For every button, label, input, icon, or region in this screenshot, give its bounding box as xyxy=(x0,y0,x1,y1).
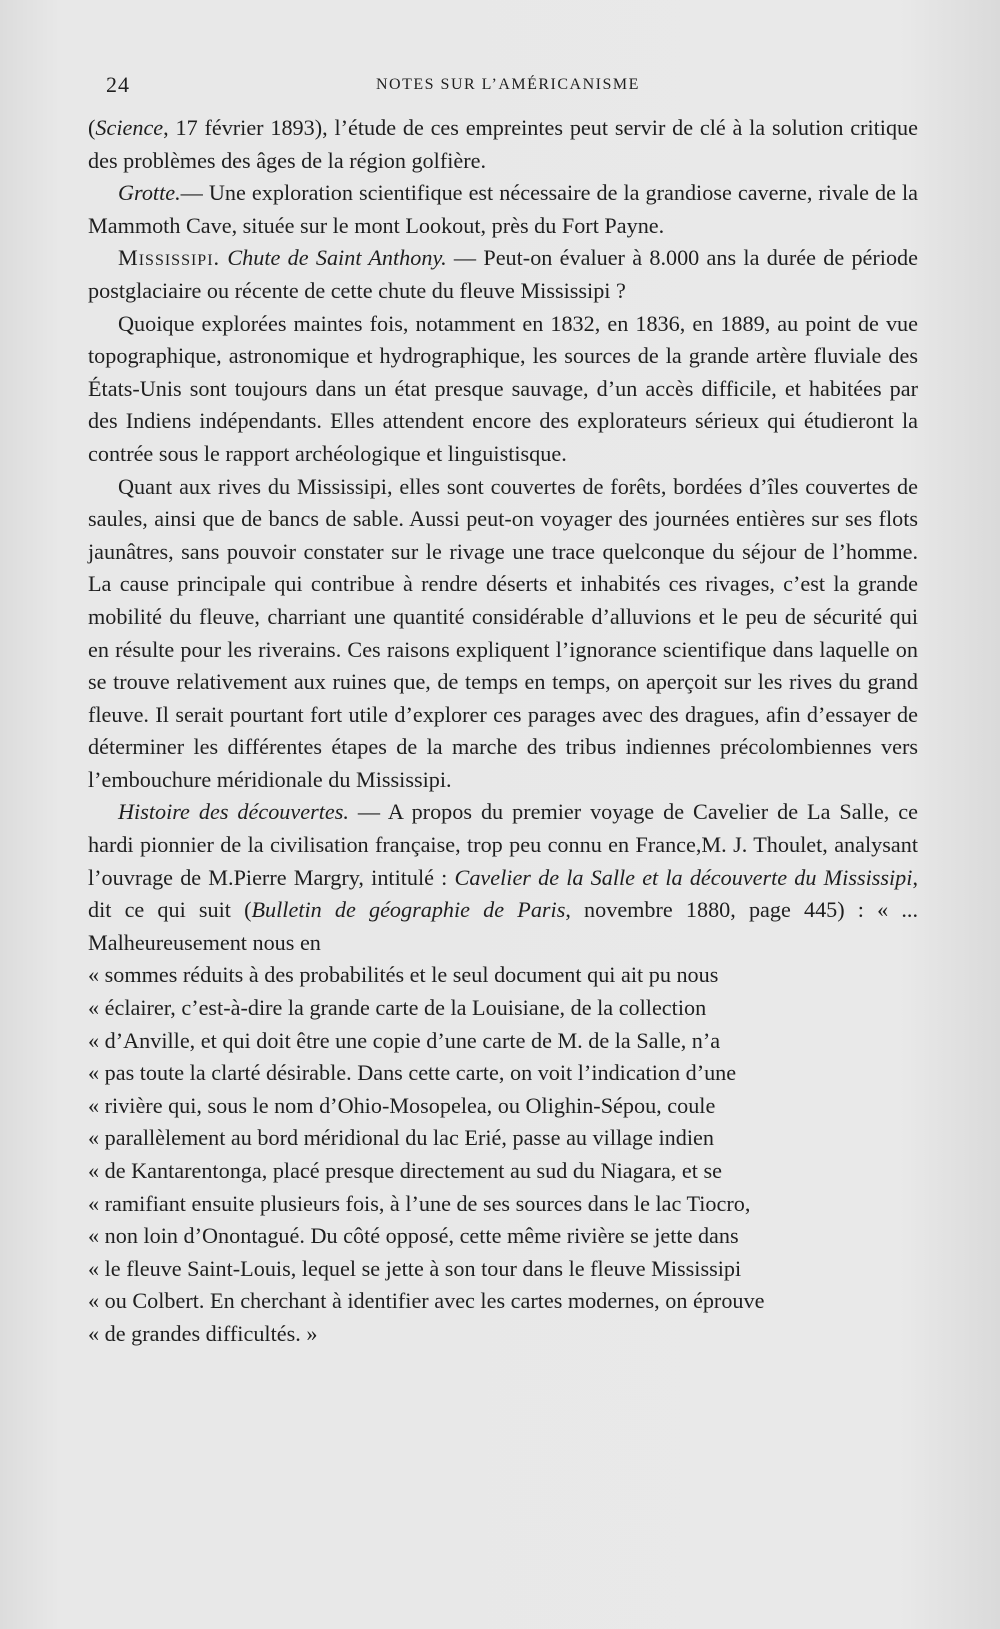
quote-line: « ramifiant ensuite plusieurs fois, à l’une de ses sources dans le lac Tiocro, xyxy=(88,1190,751,1216)
histoire-heading: Histoire des découvertes. xyxy=(118,799,349,825)
quote-line: « rivière qui, sous le nom d’Ohio-Mosopelea, ou Olighin-Sépou, coule xyxy=(88,1092,716,1118)
quote-line: « parallèlement au bord méridional du lac Erié, passe au village indien xyxy=(88,1125,714,1151)
quote-line: « de Kantarentonga, placé presque directement au sud du Niagara, et se xyxy=(88,1158,722,1183)
grotte-heading: Grotte. xyxy=(118,180,181,206)
paragraph-grotte: Grotte.— Une exploration scientifique est nécessaire de la grandiose caverne, rivale de la Mammoth Cave, située sur le mont Lookout, près du Fort Payne. xyxy=(88,180,918,238)
chute-heading: Chute de Saint Anthony. xyxy=(227,245,447,271)
quote-line: « d’Anville, et qui doit être une copie d’une carte de M. de la Salle, n’a xyxy=(88,1027,721,1053)
science-italic: Science xyxy=(95,115,164,140)
quote-line: « non loin d’Onontagué. Du côté opposé, cette même rivière se jette dans xyxy=(88,1223,739,1249)
quote-line: « le fleuve Saint-Louis, lequel se jette à son tour dans le fleuve Mississipi xyxy=(88,1255,742,1281)
state-heading: Mississipi. xyxy=(118,245,221,271)
body-text xyxy=(88,112,918,1351)
book-title: Cavelier de la Salle et la découverte du Mississipi xyxy=(454,864,913,890)
quote-line: « pas toute la clarté désirable. Dans cette carte, on voit l’indication d’une xyxy=(88,1060,737,1086)
quote-line: « éclairer, c’est-à-dire la grande carte de la Louisiane, de la collection xyxy=(88,995,707,1021)
quote-line: « de grandes difficultés. » xyxy=(88,1320,318,1346)
running-head xyxy=(106,72,926,102)
quote-line: « ou Colbert. En cherchant à identifier avec les cartes modernes, on éprouve xyxy=(88,1288,765,1314)
paragraph-rives: Quant aux rives du Mississipi, elles sont couvertes de forêts, bordées d’îles couvertes de saules, ainsi que de bancs de sable. Aussi peut-on voyager des journées entières sur ses flots jaunâtres, sans pouvoir constater sur le rivage une trace quelconque du séjour de l’homme. La cause principale qui contribue à rendre déserts et inhabités ces rivages, c’est la grande mobilité du fleuve, charriant une quantité considérable d’alluvions et le peu de sécurité qui en résulte pour les riverains. Ces raisons expliquent l’ignorance scientifique dans laquelle on se trouve relativement aux ruines que, de temps en temps, on aperçoit sur les rives du grand fleuve. Il serait pourtant fort utile d’explorer ces parages avec des dragues, afin d’essayer de déterminer les différentes étapes de la marche des tribus indiennes précolombiennes vers l’embouchure méridionale du Mississipi. xyxy=(88,473,918,792)
paragraph-histoire: Histoire des découvertes. — A propos du premier voyage de Cavelier de La Salle, ce hardi pionnier de la civilisation française, trop peu connu en France,M. J. Thoulet, analysant l’ouvrage de M.Pierre Margry, intitulé : Cavelier de la Salle et la découverte du Mississipi, dit ce qui suit (Bulletin de géographie de Paris, novembre 1880, page 445) : « ... Malheureusement nous en xyxy=(88,799,918,955)
quotation-block xyxy=(88,959,918,1350)
paragraph-science: (Science, 17 février 1893), l’étude de ces empreintes peut servir de clé à la solution critique des problèmes des âges de la région golfière. xyxy=(88,115,918,173)
page-number: 24 xyxy=(106,72,130,97)
paragraph-mississipi: Mississipi. Chute de Saint Anthony. — Peut-on évaluer à 8.000 ans la durée de période postglaciaire ou récente de cette chute du fleuve Mississipi ? xyxy=(88,245,918,303)
paragraph-sources: Quoique explorées maintes fois, notamment en 1832, en 1836, en 1889, au point de vue topographique, astronomique et hydrographique, les sources de la grande artère fluviale des États-Unis sont toujours dans un état presque sauvage, d’un accès difficile, et habitées par des Indiens indépendants. Elles attendent encore des explorateurs sérieux qui étudieront la contrée sous le rapport archéologique et linguistisque. xyxy=(88,310,918,466)
running-title: NOTES SUR L’AMÉRICANISME xyxy=(376,76,640,93)
bulletin-title: Bulletin de géographie de Paris xyxy=(251,897,566,923)
quote-line: « sommes réduits à des probabilités et le seul document qui ait pu nous xyxy=(88,962,719,988)
